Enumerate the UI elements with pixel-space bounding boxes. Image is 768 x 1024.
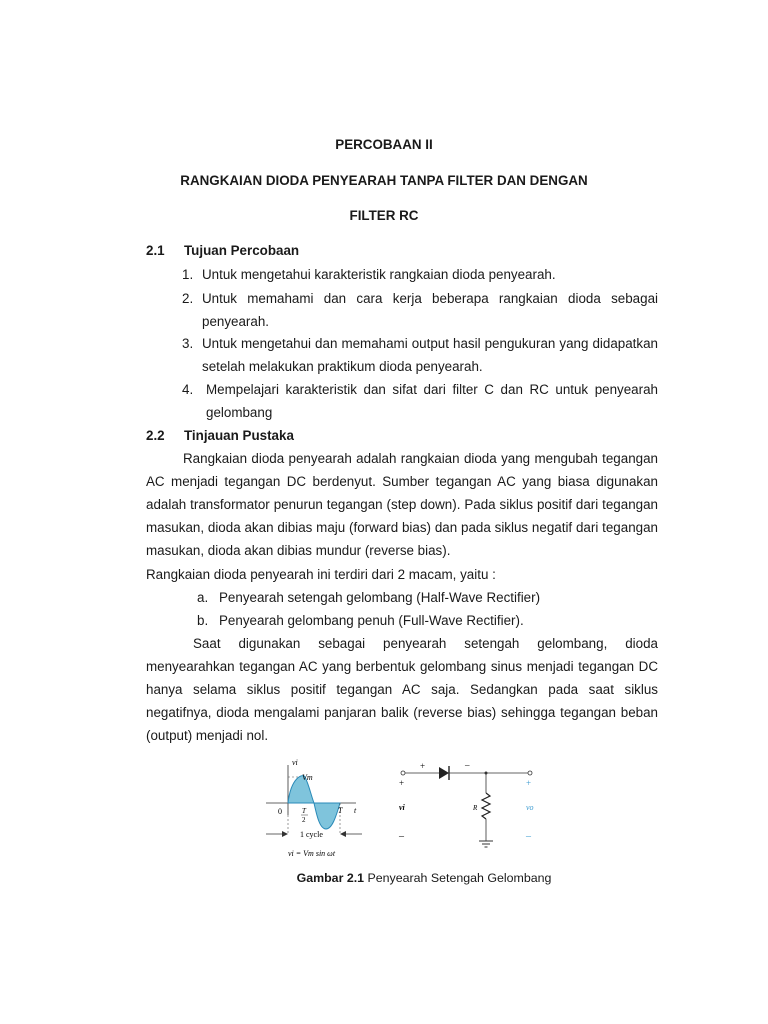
diode-minus-label: – [465, 760, 470, 770]
input-minus-label: – [399, 831, 404, 842]
input-plus-label: + [399, 778, 405, 788]
list-text: Untuk mengetahui karakteristik rangkaian dioda penyearah. [202, 267, 556, 282]
output-plus-label: + [526, 778, 532, 788]
diode-icon [439, 767, 449, 779]
paragraph [146, 563, 658, 586]
list-text: Untuk mengetahui dan memahami output hasil pengukuran yang didapatkan setelah melakukan praktikum dioda penyearah. [202, 336, 658, 374]
figure-caption-text: Penyearah Setengah Gelombang [364, 871, 552, 885]
diode-plus-label: + [420, 761, 426, 771]
figure-caption-label: Gambar 2.1 [296, 871, 365, 885]
list-item [182, 332, 658, 378]
sine-waveform-diagram [258, 755, 362, 863]
sub-list-letter: a. [197, 590, 209, 605]
sub-list-item [197, 586, 540, 609]
output-terminal-top [528, 771, 532, 775]
half-period-denominator: 2 [302, 816, 306, 824]
paragraph [146, 632, 658, 747]
section-number: 2.2 [146, 428, 165, 443]
section-number: 2.1 [146, 243, 165, 258]
equation-label: vi = Vm sin ωt [288, 849, 336, 858]
rectifier-circuit-diagram [385, 755, 545, 855]
resistor-icon [482, 793, 490, 819]
output-voltage-label: vo [526, 803, 534, 812]
input-voltage-label: vi [399, 803, 405, 812]
cycle-label: 1 cycle [300, 830, 323, 839]
negative-half-cycle [314, 803, 340, 829]
list-item [182, 287, 658, 333]
resistor-label: R [473, 804, 478, 812]
input-terminal-top [401, 771, 405, 775]
half-period-numerator: T [302, 807, 306, 815]
list-item [182, 263, 658, 286]
list-number: 4. [182, 382, 194, 397]
peak-label: Vm [302, 773, 313, 782]
list-number: 3. [182, 336, 194, 351]
list-number: 2. [182, 291, 194, 306]
list-item [182, 378, 658, 424]
origin-label: 0 [278, 807, 282, 816]
sub-list-item [197, 609, 524, 632]
list-text: Mempelajari karakteristik dan sifat dari filter C dan RC untuk penyearah gelombang [206, 382, 658, 420]
section-title: Tujuan Percobaan [184, 243, 300, 258]
page-subtitle-cont: FILTER RC [349, 208, 419, 223]
sub-list-letter: b. [197, 613, 209, 628]
list-number: 1. [182, 267, 194, 282]
section-heading-objectives [146, 243, 299, 258]
section-title: Tinjauan Pustaka [184, 428, 294, 443]
sub-list-text: Penyearah gelombang penuh (Full-Wave Rectifier). [219, 613, 524, 628]
section-heading-review [146, 428, 294, 443]
output-minus-label: – [526, 831, 531, 842]
paragraph-text: Rangkaian dioda penyearah ini terdiri dari 2 macam, yaitu : [146, 567, 496, 582]
sub-list-text: Penyearah setengah gelombang (Half-Wave Rectifier) [219, 590, 541, 605]
list-text: Untuk memahami dan cara kerja beberapa rangkaian dioda sebagai penyearah. [202, 291, 658, 329]
period-label: T [338, 806, 343, 815]
paragraph [146, 447, 658, 562]
page-title: PERCOBAAN II [335, 137, 433, 152]
y-axis-label: vi [292, 758, 298, 767]
paragraph-text: Saat digunakan sebagai penyearah setengah gelombang, dioda menyearahkan tegangan AC yang berbentuk gelombang sinus menjadi tegangan DC hanya selama siklus positif tegangan AC saja. Sedangkan pada saat siklus negatifnya, dioda mengalami panjaran balik (reverse bias) sehingga tegangan beban (output) menjadi nol. [146, 636, 658, 743]
figure-caption [0, 871, 768, 885]
page-subtitle: RANGKAIAN DIODA PENYEARAH TANPA FILTER DAN DENGAN [180, 173, 588, 188]
time-axis-label: t [354, 806, 357, 815]
paragraph-text: Rangkaian dioda penyearah adalah rangkaian dioda yang mengubah tegangan AC menjadi tegangan DC berdenyut. Sumber tegangan AC yang biasa digunakan adalah transformator penurun tegangan (step down). Pada siklus positif dari tegangan masukan, dioda akan dibias maju (forward bias) dan pada siklus negatif dari tegangan masukan, dioda akan dibias mundur (reverse bias). [146, 451, 658, 558]
